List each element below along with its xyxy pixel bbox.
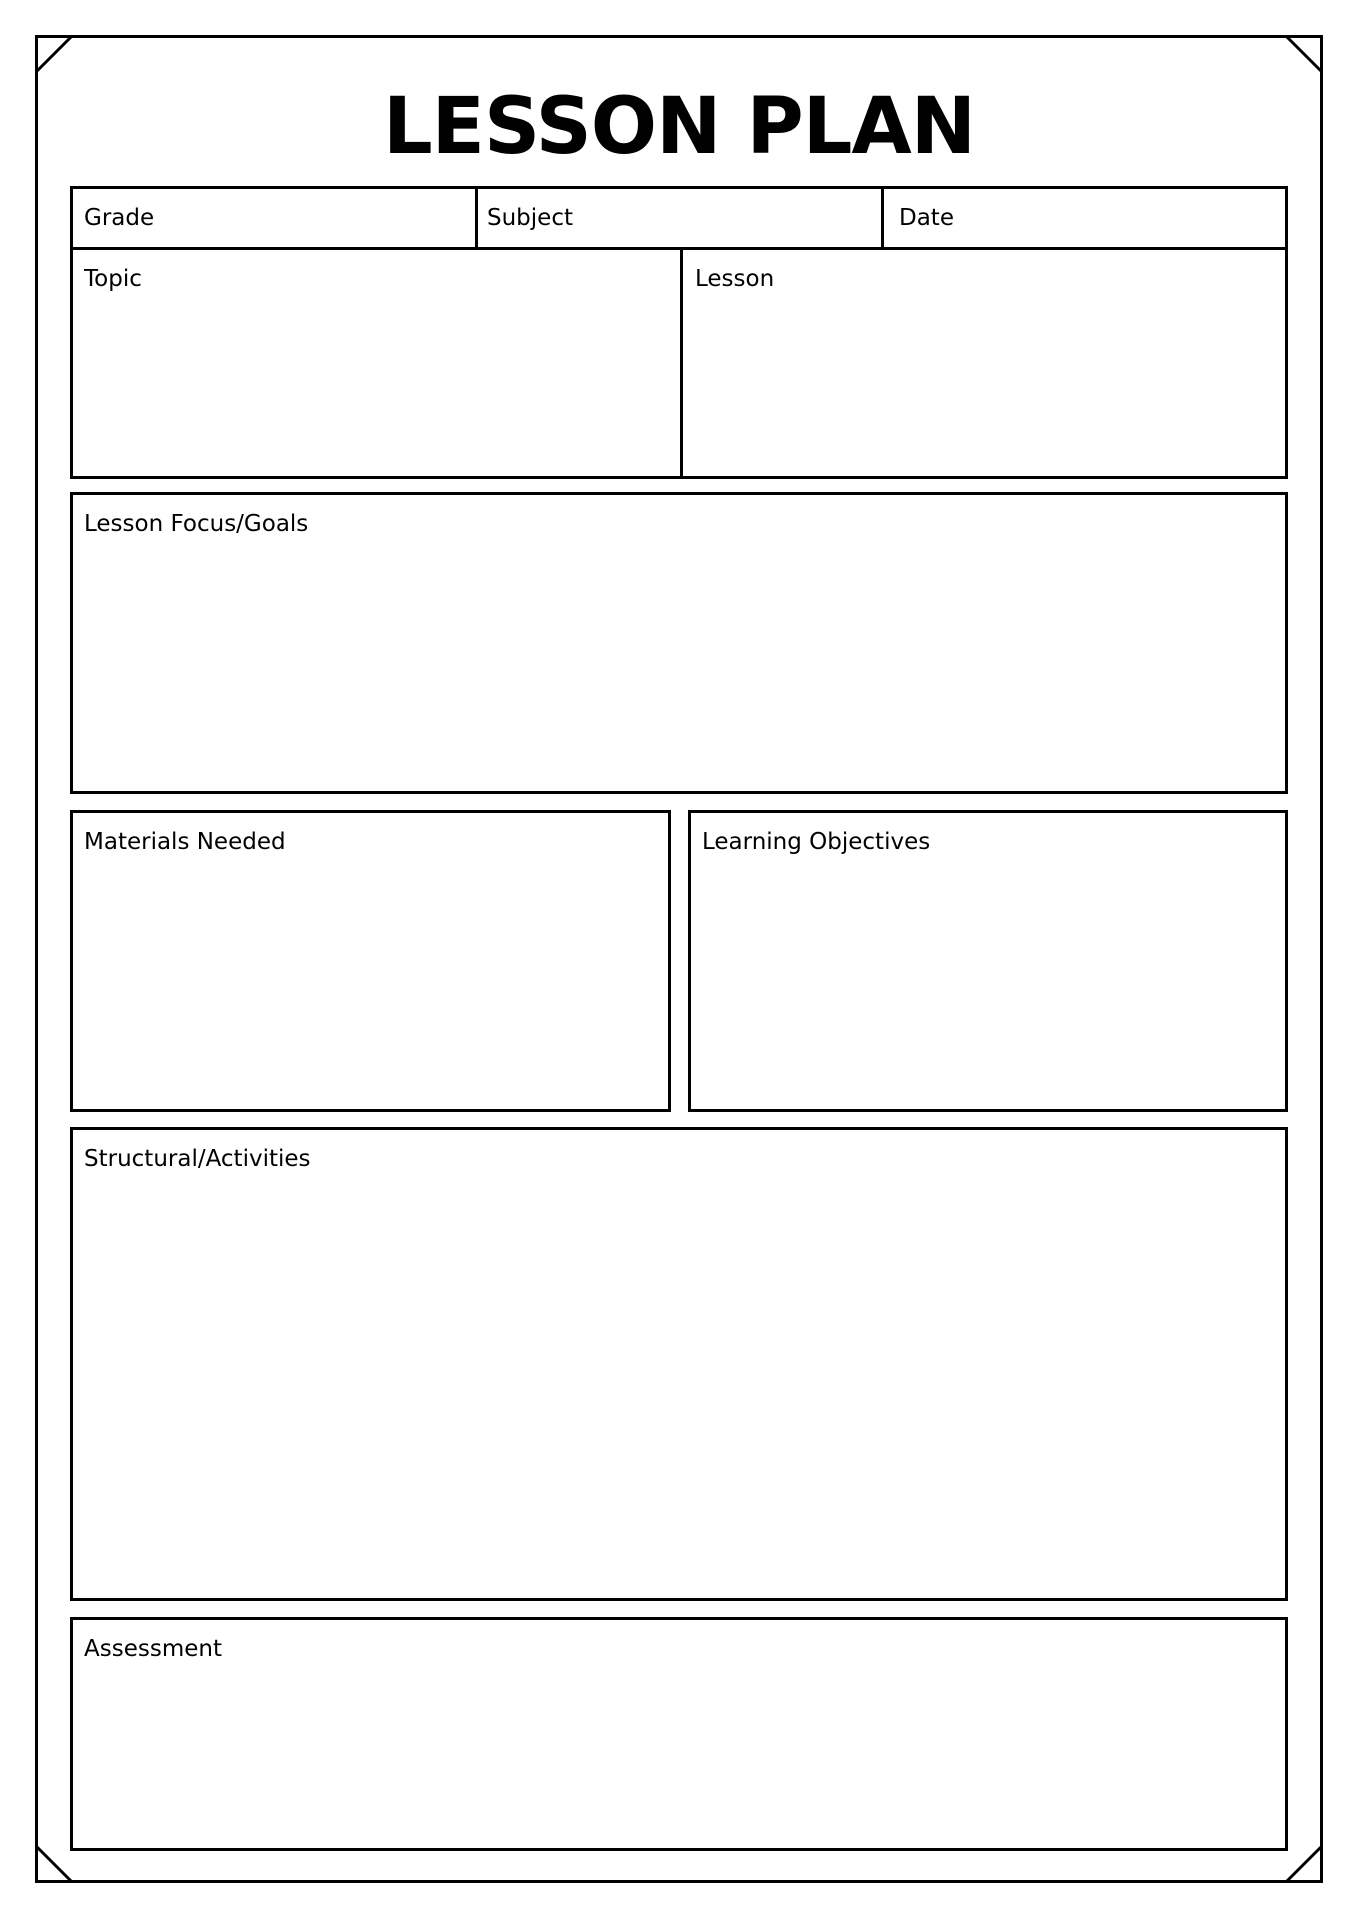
grade-label: Grade [84,205,155,231]
date-label: Date [899,205,954,231]
date-field[interactable] [884,189,1285,247]
lesson-field[interactable] [683,250,1285,476]
topic-lesson-row [70,247,1288,479]
objectives-box[interactable] [688,810,1288,1112]
objectives-label: Learning Objectives [702,829,931,855]
materials-label: Materials Needed [84,829,286,855]
focus-goals-box[interactable] [70,492,1288,794]
lesson-label: Lesson [695,266,775,292]
corner-ornament-bottom-right [1283,1843,1323,1883]
assessment-label: Assessment [84,1636,222,1662]
corner-ornament-top-left [35,35,75,75]
activities-label: Structural/Activities [84,1146,311,1172]
focus-goals-label: Lesson Focus/Goals [84,511,309,537]
corner-ornament-bottom-left [35,1843,75,1883]
activities-box[interactable] [70,1127,1288,1601]
corner-ornament-top-right [1283,35,1323,75]
topic-field[interactable] [73,250,680,476]
header-row [70,186,1288,250]
grade-field[interactable] [73,189,475,247]
assessment-box[interactable] [70,1617,1288,1851]
subject-field[interactable] [478,189,881,247]
topic-label: Topic [84,266,142,292]
materials-box[interactable] [70,810,671,1112]
page-title: LESSON PLAN [382,82,976,172]
subject-label: Subject [487,205,573,231]
